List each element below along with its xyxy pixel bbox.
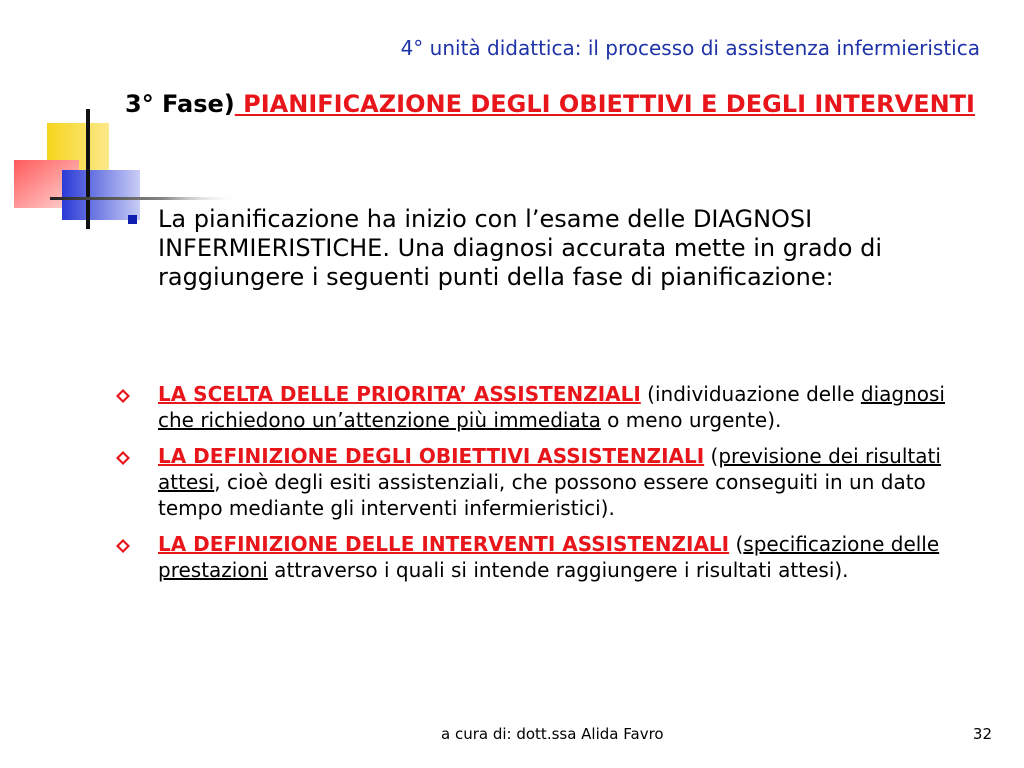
bullet-list [116,381,956,583]
list-item [116,381,956,433]
deco-horizontal-line [50,197,240,200]
item-underlined-text: previsione dei risultati attesi [158,444,941,494]
list-item-body [158,531,956,583]
square-bullet-icon [128,215,137,224]
item-text: (individuazione delle [640,382,861,406]
item-heading: LA DEFINIZIONE DEGLI OBIETTIVI ASSISTENZIALI [158,444,705,468]
slide-title [120,89,980,119]
item-text: attraverso i quali si intende raggiungere i risultati attesi). [267,558,849,582]
item-text: ( [704,444,719,468]
list-item [116,443,956,521]
phase-label: 3° Fase) [125,90,235,118]
item-text: ( [729,532,744,556]
intro-text: La pianificazione ha inizio con l’esame delle DIAGNOSI INFERMIERISTICHE. Una diagnosi accurata mette in grado di raggiungere i seguenti punti della fase di pianificazione: [158,205,882,291]
list-item-body [158,381,956,433]
deco-vertical-line [86,109,90,229]
list-item-body [158,443,956,521]
item-underlined-text: diagnosi che richiedono un’attenzione più immediata [158,382,945,432]
slide-header: 4° unità didattica: il processo di assistenza infermieristica [400,36,980,60]
diamond-bullet-icon [116,539,130,553]
footer-author: a cura di: dott.ssa Alida Favro [441,725,664,743]
item-heading: LA DEFINIZIONE DELLE INTERVENTI ASSISTENZIALI [158,532,730,556]
item-text: o meno urgente). [600,408,782,432]
page-number: 32 [972,725,992,743]
diamond-bullet-icon [116,389,130,403]
item-heading: LA SCELTA DELLE PRIORITA’ ASSISTENZIALI [158,382,641,406]
diamond-bullet-icon [116,451,130,465]
intro-paragraph [128,205,958,292]
phase-title: PIANIFICAZIONE DEGLI OBIETTIVI E DEGLI INTERVENTI [234,90,975,118]
item-underlined-text: specificazione delle prestazioni [158,532,940,582]
item-text: , cioè degli esiti assistenziali, che possono essere conseguiti in un dato tempo mediante gli interventi infermieristici). [158,470,926,520]
list-item [116,531,956,583]
